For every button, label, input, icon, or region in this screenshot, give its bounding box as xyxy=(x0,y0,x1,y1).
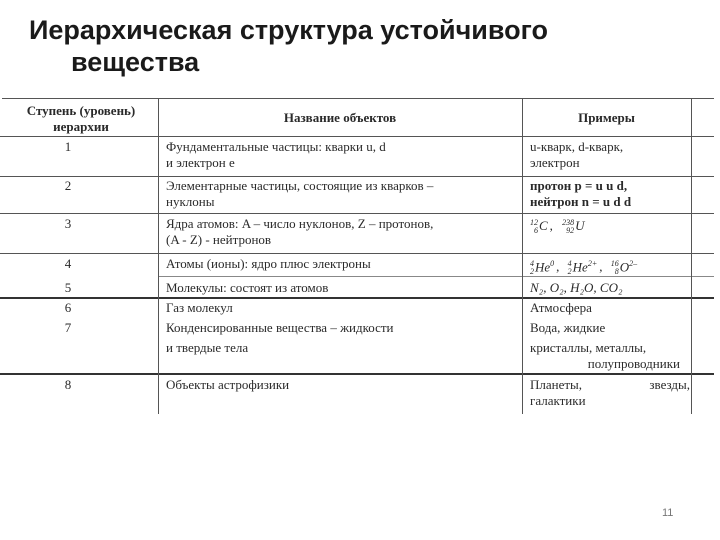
row-8-examples-galaxies: галактики xyxy=(530,393,586,408)
row-5-step: 5 xyxy=(64,280,72,295)
slide-title-line-1: Иерархическая структура устойчивого xyxy=(29,15,548,45)
row-divider xyxy=(0,373,714,375)
isotope-separator: , xyxy=(549,218,553,233)
isotope-oxygen-16-ion xyxy=(611,256,637,276)
row-7-name-line-1: Конденсированные вещества – жидкости xyxy=(166,320,394,335)
row-8-examples-stars: звезды, xyxy=(649,377,690,392)
row-1-name xyxy=(166,139,386,171)
table-header-divider xyxy=(0,136,714,137)
isotope-atomic-number: 2 xyxy=(567,267,572,277)
row-2-step: 2 xyxy=(64,178,72,193)
column-divider xyxy=(158,98,159,414)
row-7-examples-line-2: кристаллы, металлы, xyxy=(530,340,647,355)
row-3-name-line-1: Ядра атомов: A – число нуклонов, Z – протонов, xyxy=(166,216,434,231)
row-1-name-line-1: Фундаментальные частицы: кварки u, d xyxy=(166,139,386,154)
header-step-line-1: Ступень (уровень) xyxy=(26,103,136,118)
isotope-atomic-number: 2 xyxy=(530,267,534,277)
slide-title xyxy=(29,14,629,78)
row-3-name xyxy=(166,216,433,248)
row-8-examples-planets: Планеты, xyxy=(530,377,583,392)
row-6-examples: Атмосфера xyxy=(530,300,592,315)
isotope-separator: , xyxy=(599,259,603,275)
row-7-name xyxy=(166,320,394,356)
row-7-examples-line-1: Вода, жидкие xyxy=(530,320,606,335)
row-2-name-line-2: нуклоны xyxy=(166,194,215,209)
isotope-helium-4-neutral xyxy=(530,256,564,276)
isotope-charge: 0 xyxy=(550,259,555,268)
row-1-step: 1 xyxy=(64,139,72,154)
row-divider xyxy=(0,253,714,254)
row-7-name-line-2: и твердые тела xyxy=(166,340,249,355)
row-3-step: 3 xyxy=(64,216,72,231)
row-2-name-line-1: Элементарные частицы, состоящие из кварков – xyxy=(166,178,434,193)
isotope-mass-number: 4 xyxy=(530,259,534,269)
isotope-charge: 2+ xyxy=(587,259,598,268)
row-3-name-line-2: (A - Z) - нейтронов xyxy=(166,232,272,247)
isotope-mass-number: 4 xyxy=(567,259,572,269)
row-4-step: 4 xyxy=(64,256,72,271)
row-7-step: 7 xyxy=(64,320,72,335)
row-7-examples xyxy=(530,320,680,372)
row-divider xyxy=(0,297,714,299)
isotope-symbol: He xyxy=(572,259,588,275)
row-6-step: 6 xyxy=(64,300,72,315)
row-7-examples-line-3: полупроводники xyxy=(587,356,680,371)
row-8-name: Объекты астрофизики xyxy=(166,377,290,392)
row-1-examples-line-2: электрон xyxy=(530,155,580,170)
row-5-examples: N₂, O₂, H₂O, CO₂ xyxy=(530,280,623,295)
header-step xyxy=(4,103,158,135)
isotope-carbon-12 xyxy=(530,218,559,235)
column-divider xyxy=(522,98,523,414)
isotope-mass-number: 16 xyxy=(610,259,619,269)
page-number: 11 xyxy=(662,507,674,519)
table-right-border xyxy=(691,98,692,414)
header-name: Название объектов xyxy=(283,110,397,125)
row-1-name-line-2: и электрон e xyxy=(166,155,235,170)
isotope-symbol: O xyxy=(619,259,630,275)
row-2-examples xyxy=(530,178,631,210)
slide-title-line-2: вещества xyxy=(71,47,200,77)
row-4-examples xyxy=(530,256,637,276)
header-step-line-2: иерархии xyxy=(53,119,109,134)
isotope-symbol: U xyxy=(575,218,585,233)
row-8-examples xyxy=(530,377,690,409)
header-examples: Примеры xyxy=(578,110,635,125)
row-2-examples-line-1: протон p = u u d, xyxy=(530,178,628,193)
row-divider xyxy=(0,176,714,177)
isotope-symbol: He xyxy=(535,259,551,275)
isotope-mass-number: 12 xyxy=(530,218,538,228)
isotope-symbol: C xyxy=(539,218,548,233)
row-2-examples-line-2: нейтрон n = u d d xyxy=(530,194,632,209)
isotope-atomic-number: 6 xyxy=(534,226,538,236)
row-divider xyxy=(0,213,714,214)
row-5-name: Молекулы: состоят из атомов xyxy=(166,280,329,295)
isotope-mass-number: 238 xyxy=(562,218,575,228)
isotope-atomic-number: 8 xyxy=(614,267,619,277)
row-3-examples xyxy=(530,218,585,235)
isotope-atomic-number: 92 xyxy=(566,226,575,236)
row-2-name xyxy=(166,178,433,210)
row-1-examples xyxy=(530,139,623,171)
isotope-helium-4-ion xyxy=(568,256,608,276)
row-6-name: Газ молекул xyxy=(166,300,233,315)
isotope-separator: , xyxy=(556,259,560,275)
isotope-charge: 2– xyxy=(629,259,638,268)
row-8-step: 8 xyxy=(64,377,72,392)
isotope-uranium-238 xyxy=(562,218,584,235)
row-1-examples-line-1: u-кварк, d-кварк, xyxy=(530,139,624,154)
table-top-border xyxy=(2,98,714,99)
row-4-name: Атомы (ионы): ядро плюс электроны xyxy=(166,256,371,271)
